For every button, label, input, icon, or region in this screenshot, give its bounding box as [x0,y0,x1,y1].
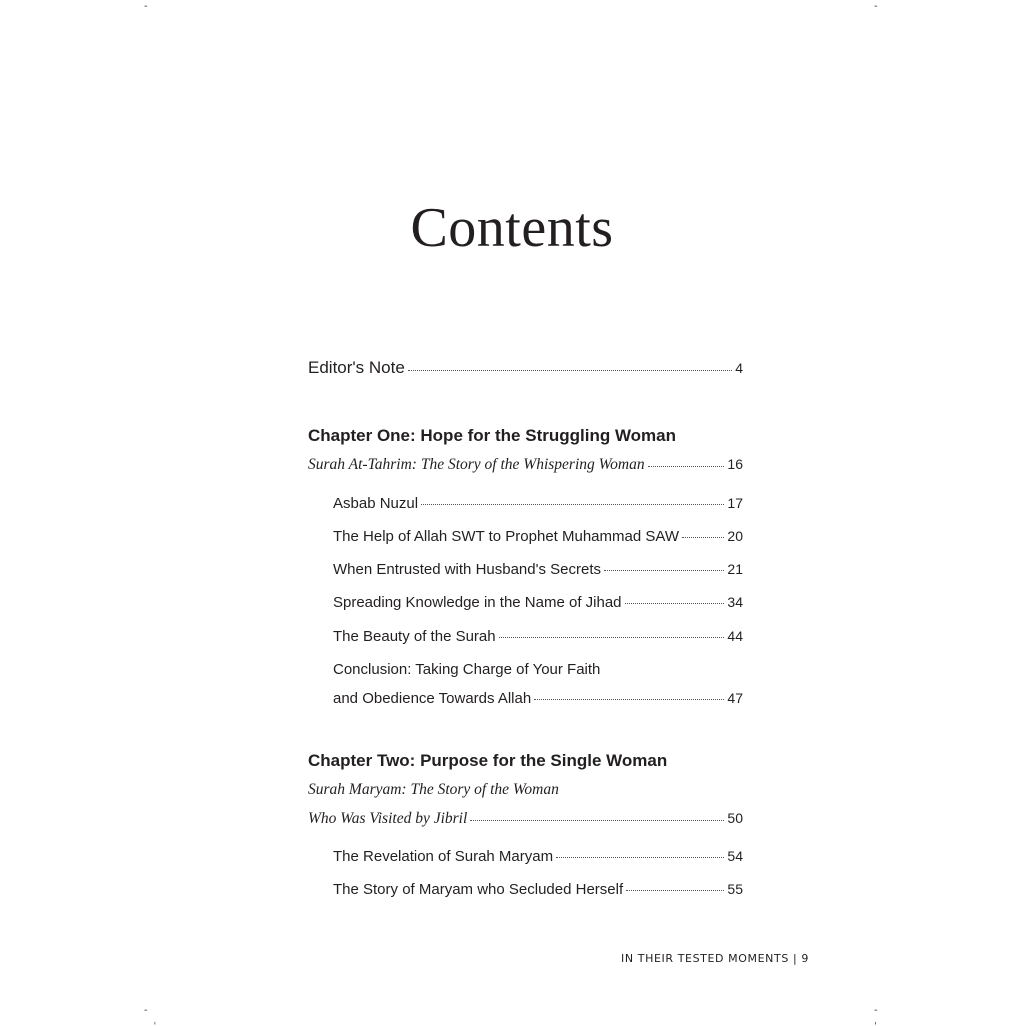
toc-entry-label: Asbab Nuzul [333,495,419,512]
toc-entry-spreading-knowledge[interactable] [333,594,743,611]
toc-entry-label: The Help of Allah SWT to Prophet Muhammad SAW [333,528,679,545]
toc-entry-page: 21 [727,561,743,577]
running-footer: IN THEIR TESTED MOMENTS | 9 [621,952,809,965]
leader-dots [604,570,724,571]
leader-dots [408,370,732,371]
toc-entry-label: Who Was Visited by Jibril [308,810,468,827]
toc-entry-help-of-allah[interactable] [333,528,743,545]
toc-entry-page: 54 [727,848,743,864]
crop-mark-bottom-left: - ˌ [144,1005,157,1026]
toc-entry-surah-maryam[interactable] [308,810,743,828]
toc-entry-label: Surah At-Tahrim: The Story of the Whispering Woman [308,456,645,473]
toc-entry-story-of-maryam[interactable] [333,881,743,898]
toc-entry-label: and Obedience Towards Allah [333,690,532,707]
leader-dots [648,466,725,467]
toc-entry-editors-note[interactable] [308,358,743,378]
toc-entry-surah-maryam-line1[interactable]: Surah Maryam: The Story of the Woman [308,781,559,798]
chapter-one-heading: Chapter One: Hope for the Struggling Woman [308,426,677,445]
toc-entry-conclusion[interactable] [333,690,743,707]
toc-entry-husbands-secrets[interactable] [333,561,743,578]
leader-dots [556,857,724,858]
toc-entry-page: 34 [727,594,743,610]
toc-entry-label: Spreading Knowledge in the Name of Jihad [333,594,622,611]
toc-entry-page: 17 [727,495,743,511]
toc-entry-label: Editor's Note [308,358,405,377]
crop-mark-top-right: - [874,1,878,12]
toc-entry-revelation-surah-maryam[interactable] [333,848,743,865]
toc-entry-page: 4 [735,360,743,376]
leader-dots [534,699,724,700]
toc-entry-page: 16 [727,456,743,472]
leader-dots [421,504,724,505]
toc-entry-page: 50 [727,810,743,826]
toc-entry-page: 20 [727,528,743,544]
chapter-two-heading: Chapter Two: Purpose for the Single Woman [308,751,668,770]
crop-mark-bottom-right: - ˌ [874,1005,878,1026]
leader-dots [626,890,724,891]
toc-entry-label: The Story of Maryam who Secluded Herself [333,881,624,898]
toc-entry-surah-at-tahrim[interactable] [308,456,743,474]
toc-entry-conclusion-line1[interactable]: Conclusion: Taking Charge of Your Faith [333,661,601,678]
toc-entry-page: 47 [727,690,743,706]
toc-entry-page: 55 [727,881,743,897]
leader-dots [625,603,725,604]
toc-entry-asbab-nuzul[interactable] [333,495,743,512]
leader-dots [499,637,725,638]
crop-mark-top-left: - [144,1,148,12]
leader-dots [682,537,724,538]
leader-dots [470,820,724,821]
toc-entry-beauty-of-surah[interactable] [333,628,743,645]
toc-entry-label: When Entrusted with Husband's Secrets [333,561,601,578]
toc-entry-label: The Beauty of the Surah [333,628,496,645]
toc-entry-label: The Revelation of Surah Maryam [333,848,554,865]
page-title: Contents [410,197,614,259]
toc-entry-page: 44 [727,628,743,644]
